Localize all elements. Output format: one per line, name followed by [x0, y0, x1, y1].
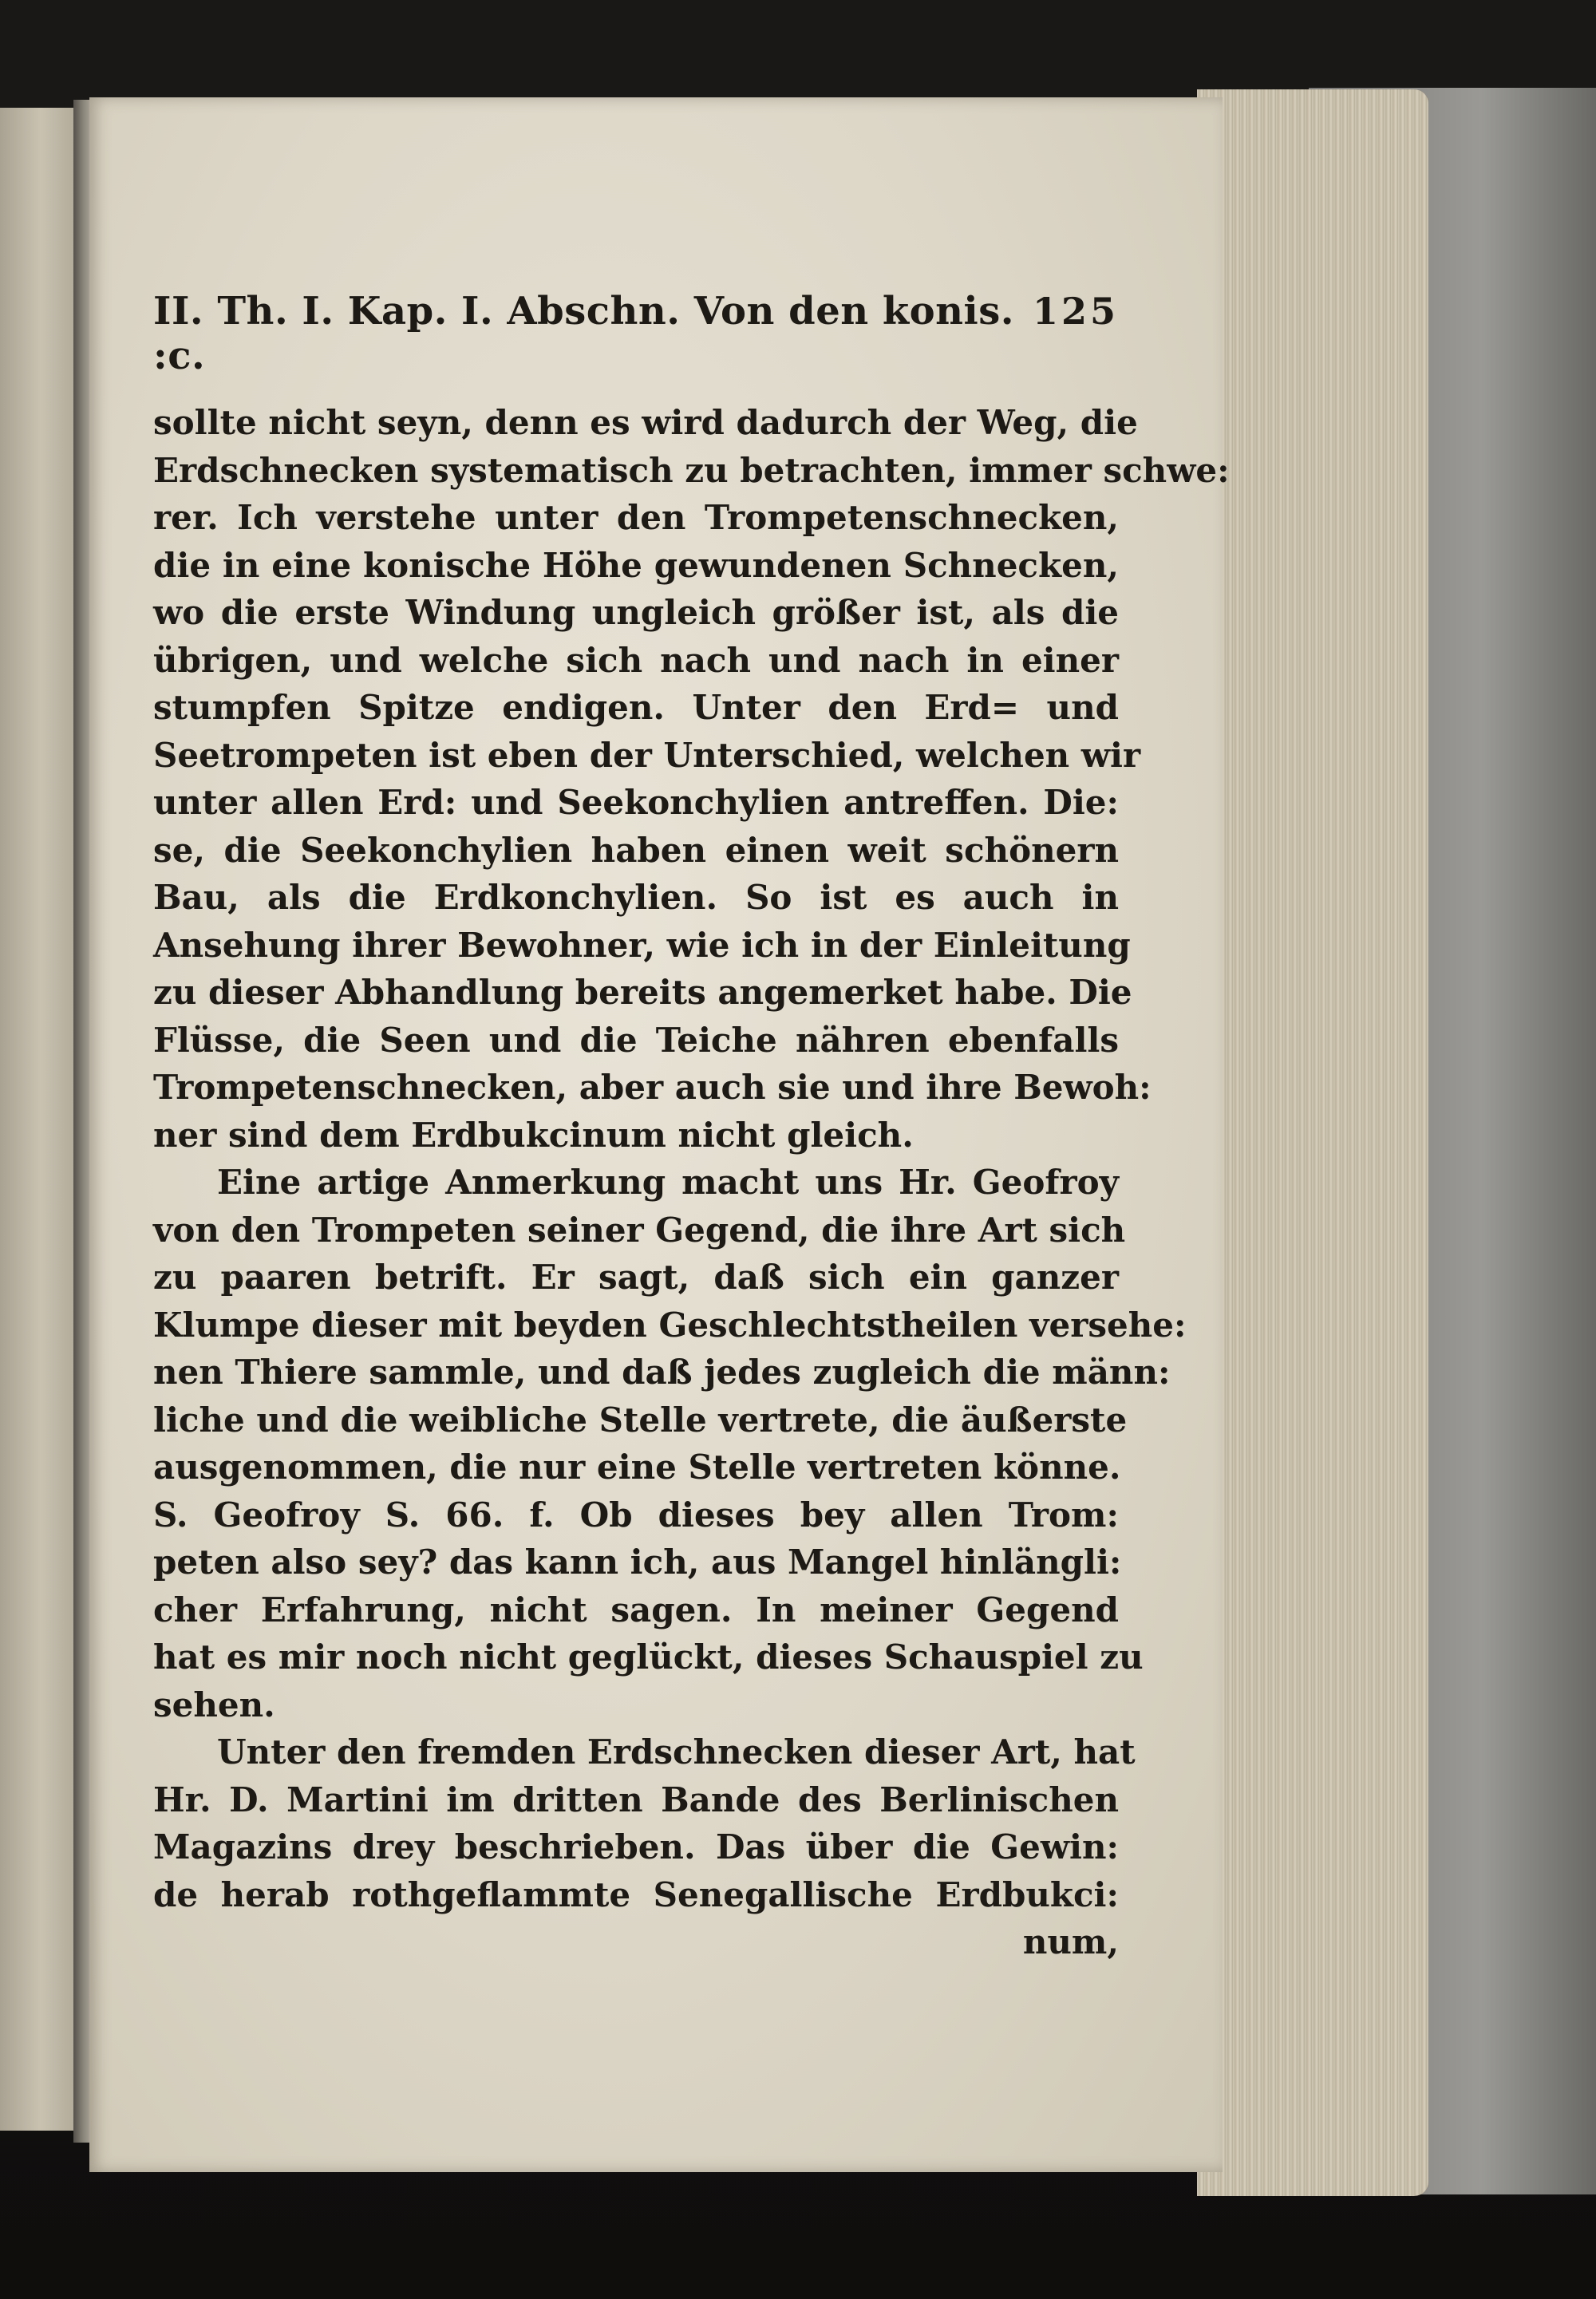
- text-line: zu paaren betrift. Er sagt, daß sich ein ganzer: [153, 1258, 1119, 1297]
- text-line: stumpfen Spitze endigen. Unter den Erd= und: [153, 688, 1119, 727]
- text-line: sehen.: [153, 1685, 275, 1724]
- text-line: Hr. D. Martini im dritten Bande des Berlinischen: [153, 1780, 1119, 1819]
- text-line: ausgenommen, die nur eine Stelle vertreten könne.: [153, 1448, 1121, 1487]
- text-line: rer. Ich verstehe unter den Trompetenschnecken,: [153, 498, 1119, 537]
- text-line: liche und die weibliche Stelle vertrete, die äußerste: [153, 1400, 1128, 1440]
- text-line: de herab rothgeflammte Senegallische Erdbukci:: [153, 1874, 1119, 1914]
- text-line: nen Thiere sammle, und daß jedes zugleich die männ:: [153, 1353, 1171, 1392]
- text-line: von den Trompeten seiner Gegend, die ihre Art sich: [153, 1210, 1126, 1250]
- text-line: peten also sey? das kann ich, aus Mangel hinlängli:: [153, 1543, 1122, 1582]
- text-line: S. Geofroy S. 66. f. Ob dieses bey allen Trom:: [153, 1495, 1119, 1535]
- text-line: Erdschnecken systematisch zu betrachten, immer schwe:: [153, 450, 1230, 490]
- text-line: se, die Seekonchylien haben einen weit schönern: [153, 830, 1119, 870]
- text-line: Flüsse, die Seen und die Teiche nähren ebenfalls: [153, 1020, 1119, 1060]
- book-page: [89, 97, 1230, 2172]
- text-line: Trompetenschnecken, aber auch sie und ihre Bewoh:: [153, 1068, 1152, 1107]
- text-line: Seetrompeten ist eben der Unterschied, welchen wir: [153, 735, 1141, 775]
- text-line: wo die erste Windung ungleich größer ist, als die: [153, 593, 1119, 632]
- text-line: Klumpe dieser mit beyden Geschlechtstheilen versehe:: [153, 1305, 1187, 1345]
- text-line: Eine artige Anmerkung macht uns Hr. Geofroy: [217, 1163, 1119, 1202]
- text-line: cher Erfahrung, nicht sagen. In meiner Gegend: [153, 1590, 1119, 1629]
- text-line: sollte nicht seyn, denn es wird dadurch der Weg, die: [153, 403, 1138, 442]
- text-line: Ansehung ihrer Bewohner, wie ich in der Einleitung: [153, 925, 1131, 965]
- text-line: Unter den fremden Erdschnecken dieser Art, hat: [217, 1732, 1136, 1772]
- text-line: zu dieser Abhandlung bereits angemerket habe. Die: [153, 973, 1132, 1012]
- text-line: Magazins drey beschrieben. Das über die Gewin:: [153, 1827, 1119, 1866]
- text-line: ner sind dem Erdbukcinum nicht gleich.: [153, 1115, 914, 1155]
- text-line: übrigen, und welche sich nach und nach in einer: [153, 640, 1119, 680]
- text-line: Bau, als die Erdkonchylien. So ist es auch in: [153, 878, 1119, 917]
- catchword: num,: [1022, 1922, 1119, 1961]
- page-edges: [1197, 89, 1428, 2196]
- running-header: [153, 289, 1119, 378]
- page-text: [153, 289, 1230, 1966]
- page-number: 125: [1032, 290, 1119, 333]
- text-line: unter allen Erd: und Seekonchylien antreffen. Die:: [153, 783, 1119, 822]
- running-title: II. Th. I. Kap. I. Abschn. Von den konis. :c.: [153, 289, 1015, 378]
- text-line: hat es mir noch nicht geglückt, dieses Schauspiel zu: [153, 1637, 1144, 1677]
- text-line: die in eine konische Höhe gewundenen Schnecken,: [153, 545, 1119, 585]
- previous-page-edge: [0, 108, 76, 2131]
